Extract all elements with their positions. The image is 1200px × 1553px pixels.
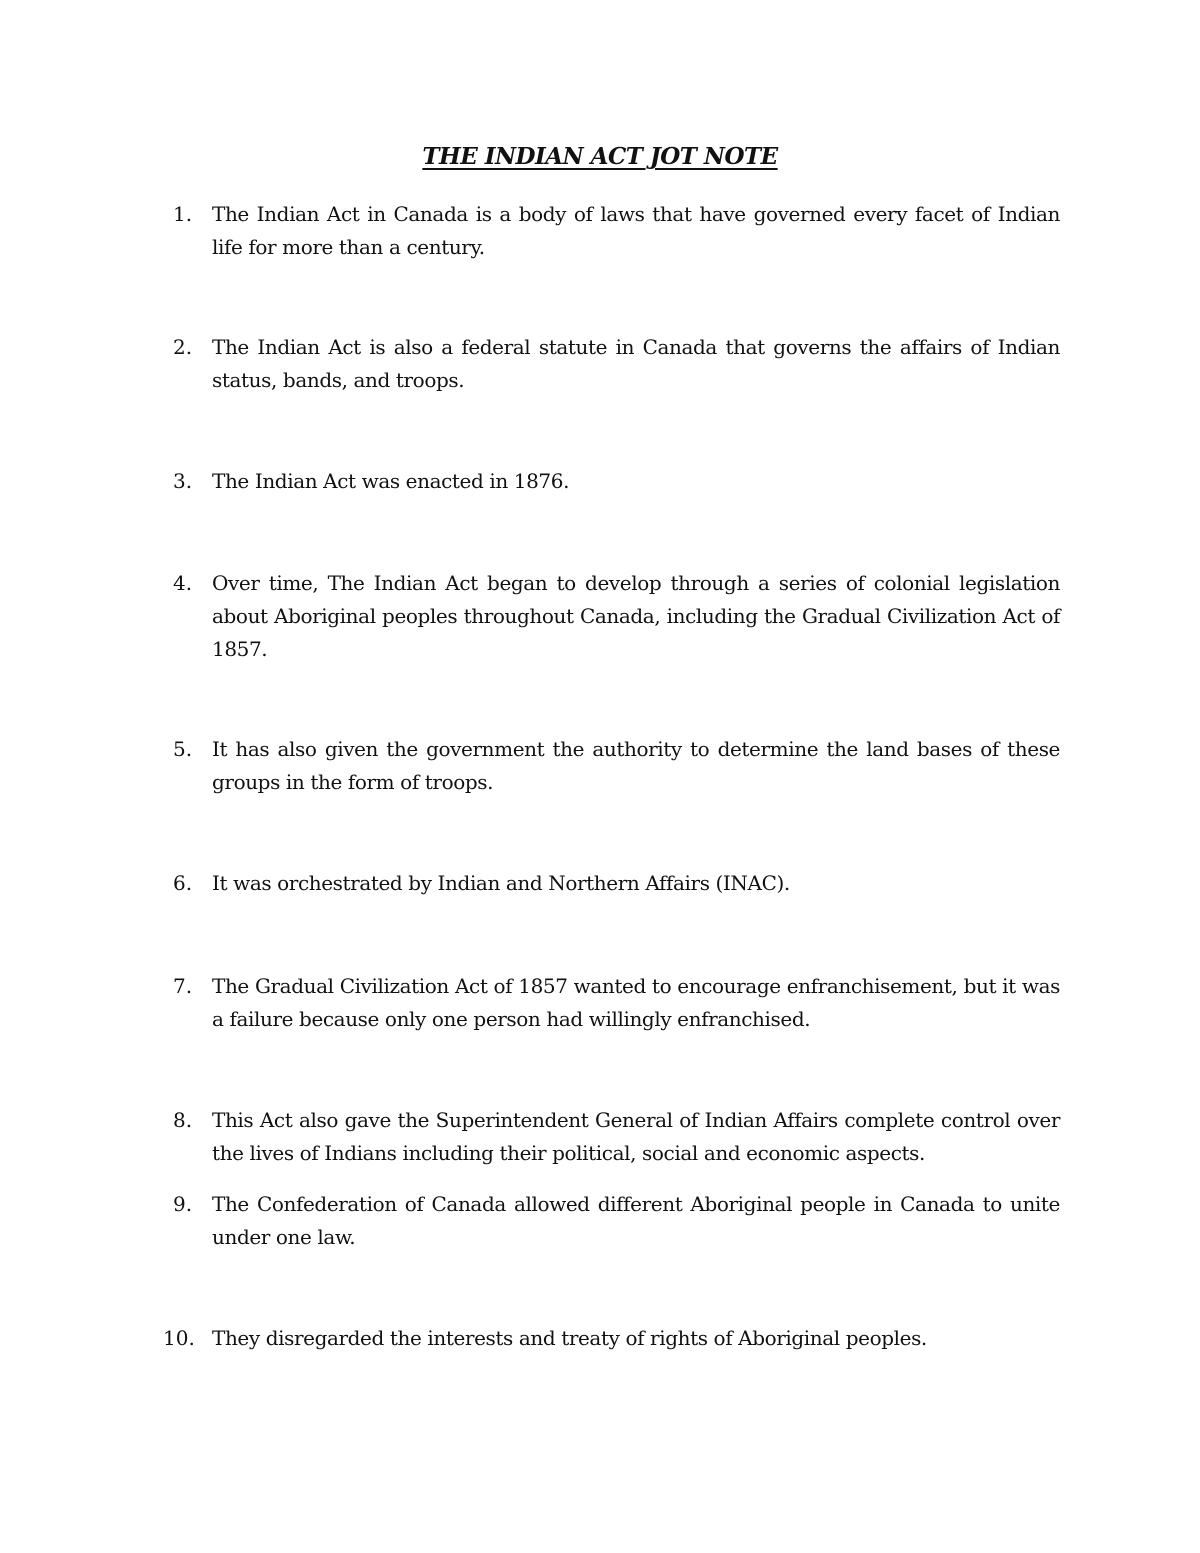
list-item-number: 8.: [173, 1108, 193, 1132]
list-item-text: It has also given the government the authority to determine the land bases of these groups in the form of troops.: [212, 737, 1060, 794]
list-item-text: They disregarded the interests and treaty of rights of Aboriginal peoples.: [212, 1326, 927, 1350]
list-item-number: 4.: [173, 571, 193, 595]
list-item-number: 2.: [173, 335, 193, 359]
list-item-text: The Indian Act in Canada is a body of laws that have governed every facet of Indian life for more than a century.: [212, 202, 1060, 259]
list-item-number: 6.: [173, 871, 193, 895]
list-item-number: 9.: [173, 1192, 193, 1216]
list-item-number: 7.: [173, 974, 193, 998]
list-item-text: It was orchestrated by Indian and Northern Affairs (INAC).: [212, 871, 790, 895]
list-item-text: The Indian Act is also a federal statute in Canada that governs the affairs of Indian status, bands, and troops.: [212, 335, 1060, 392]
list-item-number: 3.: [173, 469, 193, 493]
list-item-text: The Confederation of Canada allowed different Aboriginal people in Canada to unite under one law.: [212, 1192, 1060, 1249]
list-item-text: Over time, The Indian Act began to develop through a series of colonial legislation about Aboriginal peoples throughout Canada, including the Gradual Civilization Act of 1857.: [212, 571, 1060, 661]
list-item-text: The Indian Act was enacted in 1876.: [212, 469, 570, 493]
list-item-text: The Gradual Civilization Act of 1857 wanted to encourage enfranchisement, but it was a failure because only one person had willingly enfranchised.: [212, 974, 1060, 1031]
list-item-number: 10.: [163, 1326, 195, 1350]
document-title: THE INDIAN ACT JOT NOTE: [422, 143, 778, 170]
list-item-number: 1.: [173, 202, 193, 226]
list-item-number: 5.: [173, 737, 193, 761]
list-item-text: This Act also gave the Superintendent General of Indian Affairs complete control over the lives of Indians including their political, social and economic aspects.: [212, 1108, 1060, 1165]
